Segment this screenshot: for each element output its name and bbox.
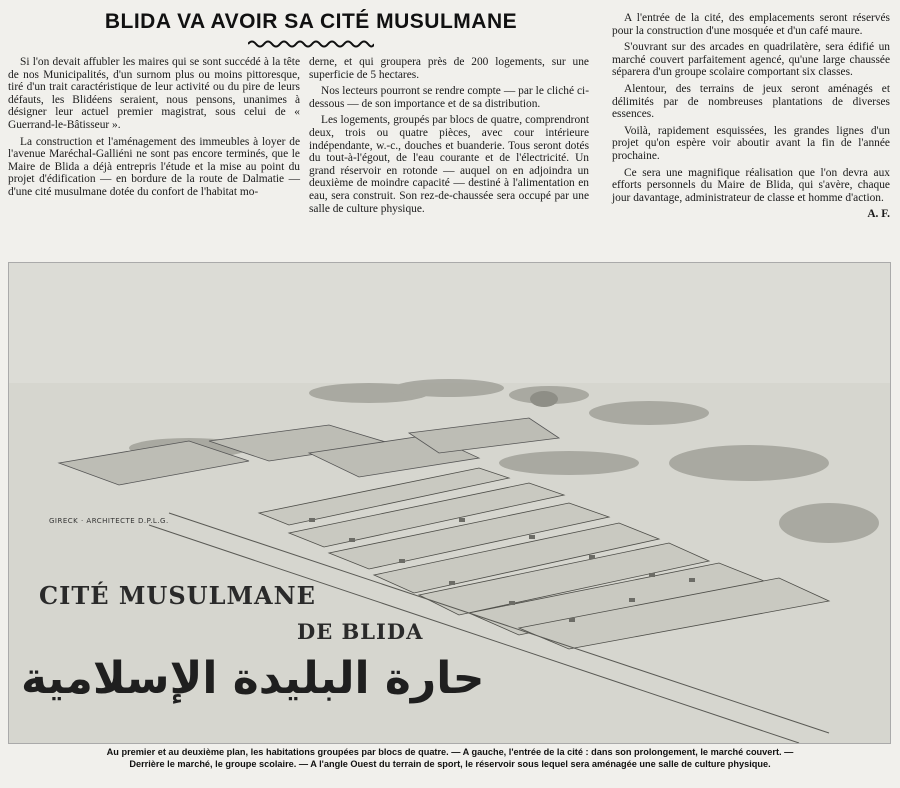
paragraph: derne, et qui groupera près de 200 logements, sur une superficie de 5 hectares. <box>309 56 589 81</box>
paragraph: A l'entrée de la cité, des emplacements seront réservés pour la construction d'une mosquée et d'un café maure. <box>612 12 890 37</box>
paragraph: Nos lecteurs pourront se rendre compte — par le cliché ci-dessous — de son importance et de sa distribution. <box>309 85 589 110</box>
article-column-1 <box>8 56 300 203</box>
architect-credit: GIRECK · ARCHITECTE D.P.L.G. <box>49 517 169 525</box>
drawing-title-line2: DE BLIDA <box>297 619 424 644</box>
article-column-3 <box>612 12 890 221</box>
paragraph: Si l'on devait affubler les maires qui se sont succédé à la tête de nos Municipalités, d'un surnom plus ou moins pittoresque, tiré d'un trait caractéristique de leur activité ou du pire de leurs défauts, les Blidéens seraient, nous pensons, unanimes à désigner leur actuel premier magistrat, sous celui de « Guerrand-le-Bâtisseur ». <box>8 56 300 131</box>
article-headline: BLIDA VA AVOIR SA CITÉ MUSULMANE <box>104 10 518 33</box>
paragraph: Ce sera une magnifique réalisation que l'on devra aux efforts personnels du Maire de Blida, qui s'avère, chaque jour davantage, administrateur de classe et homme d'action. <box>612 166 890 204</box>
paragraph: La construction et l'aménagement des immeubles à loyer de l'avenue Maréchal-Galliéni ne sont pas encore terminés, que le Maire de Blida a déjà entrepris l'étude et la mise au point du projet d'édification — en bordure de la route de Dalmatie — d'une cité musulmane dotée du confort de l'habitat mo- <box>8 135 300 198</box>
caption-line: Au premier et au deuxième plan, les habitations groupées par blocs de quatre. — A gauche, l'entrée de la cité : dans son prolongement, le marché couvert. — <box>106 747 794 757</box>
paragraph: Alentour, des terrains de jeux seront aménagés et délimités par de nombreuses plantations de diverses essences. <box>612 82 890 121</box>
paragraph: Voilà, rapidement esquissées, les grandes lignes d'un projet qu'on espère voir aboutir avant la fin de l'année prochaine. <box>612 124 890 162</box>
author-signature: A. F. <box>867 208 890 221</box>
caption-line: Derrière le marché, le groupe scolaire. — A l'angle Ouest du terrain de sport, le réservoir sous lequel sera aménagée une salle de culture physique. <box>129 759 771 769</box>
paragraph: Les logements, groupés par blocs de quatre, comprendront deux, trois ou quatre pièces, avec cour intérieure indépendante, w.-c., douches et buanderie. Tous seront dotés du tout-à-l'égout, de l'eau courante et de l'électricité. Un grand réservoir en rotonde — auquel on en adjoindra un deuxième de moindre capacité — destiné à l'alimentation en eau, sera construit. Son rez-de-chaussée sera occupé par une salle de culture physique. <box>309 114 589 215</box>
article-column-2 <box>309 56 589 219</box>
photo-caption <box>4 746 896 770</box>
paragraph: S'ouvrant sur des arcades en quadrilatère, sera édifié un marché couvert parfaitement agencé, qu'une large chaussée séparera d'un groupe scolaire comportant six classes. <box>612 41 890 79</box>
drawing-arabic-title: حارة البليدة الإسلامية <box>21 653 485 704</box>
architectural-drawing <box>8 262 891 744</box>
headline-wave-ornament <box>248 39 374 49</box>
drawing-title-line1: CITÉ MUSULMANE <box>39 581 316 610</box>
